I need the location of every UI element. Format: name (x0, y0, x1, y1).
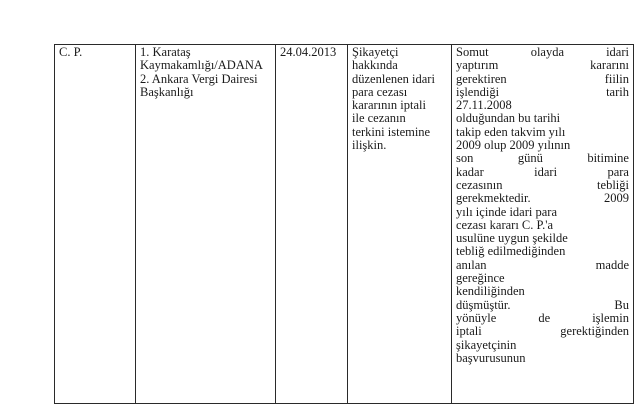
complainant-cell (55, 45, 136, 404)
decision-line (456, 112, 629, 125)
decision-line (456, 46, 629, 59)
subject-line: düzenlenen idari (352, 71, 435, 86)
table-row (55, 45, 634, 404)
decision-text (456, 46, 629, 365)
respondent-line: 1. Karataş (140, 45, 191, 59)
respondent-cell (136, 45, 276, 404)
decision-word: yönüyle (456, 310, 497, 325)
decision-cell (452, 45, 634, 404)
decision-line (456, 206, 629, 219)
decision-word: takip eden takvim yılı (456, 124, 566, 139)
subject-line: ilişkin. (352, 138, 387, 153)
decision-line (456, 245, 629, 258)
decision-word: gerekmektedir. (456, 191, 531, 206)
subject-line: hakkında (352, 58, 398, 73)
decision-word: olayda (530, 45, 565, 59)
decision-word: düşmüştür. (456, 297, 511, 312)
decision-word: kendiliğinden (456, 284, 525, 299)
decision-word: usulüne uygun şekilde (456, 231, 568, 246)
decision-word: idari (606, 45, 629, 59)
subject-line: terkini istemine (352, 124, 431, 139)
decision-word: 27.11.2008 (456, 98, 512, 113)
decision-word: kararını (590, 58, 629, 73)
decision-word: yaptırım (456, 58, 499, 73)
decision-word: Bu (614, 297, 629, 312)
decision-line (456, 299, 629, 312)
decision-word: tebliği (597, 177, 629, 192)
decision-line (456, 139, 629, 152)
decision-line (456, 192, 629, 205)
decision-word: gerektiğinden (560, 324, 629, 339)
decision-word: yılı içinde idari para (456, 204, 558, 219)
decision-line (456, 272, 629, 285)
decision-table (54, 44, 634, 404)
date-cell (276, 45, 348, 404)
decision-word: kadar (456, 164, 484, 179)
decision-line (456, 325, 629, 338)
decision-word: günü (517, 151, 543, 166)
decision-word: olduğundan bu tarihi (456, 111, 561, 126)
decision-word: Somut (456, 45, 489, 59)
decision-line (456, 259, 629, 272)
decision-word: tarih (606, 84, 629, 99)
decision-word: de (538, 310, 551, 325)
decision-word: işlendiği (456, 84, 500, 99)
respondent-line: Kaymakamlığı/ADANA (140, 58, 263, 73)
subject-line: para cezası (352, 84, 408, 99)
decision-word: gerektiren (456, 71, 507, 86)
decision-word: para (607, 164, 629, 179)
decision-line (456, 152, 629, 165)
decision-line (456, 179, 629, 192)
decision-word: iptali (456, 324, 482, 339)
decision-word: işlemin (592, 310, 629, 325)
decision-word: gereğince (456, 271, 505, 286)
complainant-name: C. P. (59, 45, 83, 59)
decision-word: şikayetçinin (456, 337, 517, 352)
decision-word: madde (595, 257, 629, 272)
decision-word: başvurusunun (456, 350, 526, 365)
decision-line (456, 166, 629, 179)
subject-line: kararının iptali (352, 98, 426, 113)
subject-line: ile cezanın (352, 111, 406, 126)
decision-line (456, 99, 629, 112)
decision-word: idari (534, 164, 558, 179)
respondent-line: 2. Ankara Vergi Dairesi (140, 71, 258, 86)
subject-line: Şikayetçi (352, 45, 399, 59)
decision-word: anılan (456, 257, 487, 272)
decision-line (456, 232, 629, 245)
decision-line (456, 339, 629, 352)
decision-word: cezası kararı C. P.'a (456, 217, 554, 232)
decision-line (456, 352, 629, 365)
respondent-line: Başkanlığı (140, 84, 194, 99)
decision-line (456, 86, 629, 99)
decision-line (456, 73, 629, 86)
decision-word: son (456, 151, 474, 166)
decision-word: tebliğ edilmediğinden (456, 244, 566, 259)
decision-word: 2009 olup 2009 yılının (456, 138, 571, 153)
decision-line (456, 285, 629, 298)
application-date: 24.04.2013 (280, 45, 337, 59)
decision-line (456, 219, 629, 232)
subject-cell (348, 45, 452, 404)
decision-line (456, 126, 629, 139)
decision-word: 2009 (604, 191, 629, 206)
decision-word: bitimine (587, 151, 629, 166)
decision-line (456, 59, 629, 72)
decision-word: fiilin (604, 71, 629, 86)
decision-word: cezasının (456, 177, 503, 192)
decision-line (456, 312, 629, 325)
